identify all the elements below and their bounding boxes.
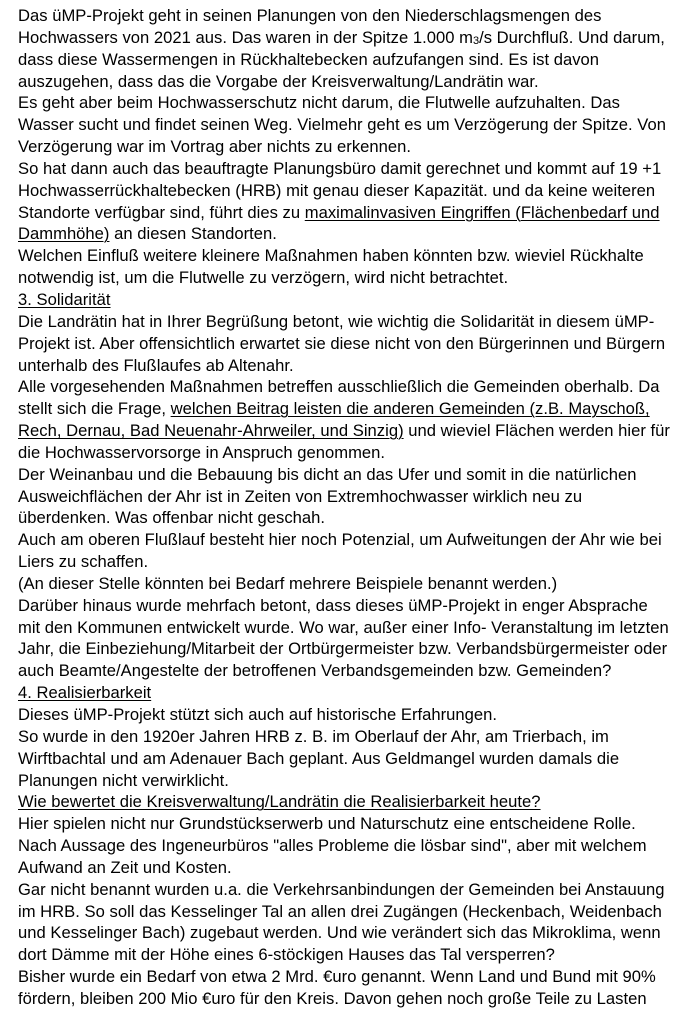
text-line	[18, 114, 690, 136]
text-segment: dass diese Wassermengen in Rückhaltebecken aufzufangen sind. Es ist davon	[18, 49, 600, 69]
text-line	[18, 71, 690, 93]
text-line	[18, 682, 690, 704]
text-segment: Planungen nicht verwirklicht.	[18, 770, 229, 790]
text-segment: (An dieser Stelle könnten bei Bedarf mehrere Beispiele benannt werden.)	[18, 573, 558, 593]
text-segment: Darüber hinaus wurde mehrfach betont, dass dieses üMP-Projekt in enger Absprache	[18, 595, 648, 615]
text-segment: an diesen Standorten.	[109, 224, 277, 244]
underlined-text: Wie bewertet die Kreisverwaltung/Landrätin die Realisierbarkeit heute?	[18, 792, 541, 812]
text-segment: Die Landrätin hat in Ihrer Begrüßung betont, wie wichtig die Solidarität in diesem üMP-	[18, 311, 655, 331]
text-line	[18, 770, 690, 792]
text-segment: auch Beamte/Angestelte der betroffenen Verbandsgemeinden bzw. Gemeinden?	[18, 661, 612, 681]
text-segment: Wirftbachtal und am Adenauer Bach geplant. Aus Geldmangel wurden damals die	[18, 748, 620, 768]
text-segment: und Kesselinger Bach) zugebaut werden. Und wie verändert sich das Mikroklima, wenn	[18, 923, 661, 943]
text-segment: Das üMP-Projekt geht in seinen Planungen von den Niederschlagsmengen des	[18, 6, 602, 25]
text-segment: notwendig ist, um die Flutwelle zu verzögern, wird nicht betrachtet.	[18, 268, 509, 288]
text-line	[18, 442, 690, 464]
superscript-unit: 3	[472, 34, 480, 47]
text-segment: überdenken. Was offenbar nicht geschah.	[18, 508, 326, 528]
text-segment: Standorte verfügbar sind, führt dies zu	[18, 202, 305, 222]
text-segment: Welchen Einfluß weitere kleinere Maßnahmen haben könnten bzw. wieviel Rückhalte	[18, 246, 644, 266]
text-line	[18, 704, 690, 726]
text-line	[18, 835, 690, 857]
text-line	[18, 726, 690, 748]
text-line	[18, 748, 690, 770]
text-line	[18, 988, 690, 1010]
text-line	[18, 27, 690, 49]
text-segment: /s Durchfluß. Und darum,	[479, 27, 665, 47]
text-line	[18, 529, 690, 551]
text-line	[18, 289, 690, 311]
text-line	[18, 486, 690, 508]
text-segment: Jahr, die Einbeziehung/Mitarbeit der Ortbürgermeister bzw. Verbandsbürgermeister oder	[18, 639, 668, 659]
text-segment: unterhalb des Flußlaufes ab Altenahr.	[18, 355, 294, 375]
text-segment: Dieses üMP-Projekt stützt sich auch auf historische Erfahrungen.	[18, 705, 498, 724]
text-segment: So wurde in den 1920er Jahren HRB z. B. im Oberlauf der Ahr, am Trierbach, im	[18, 726, 609, 746]
text-segment: und wieviel Flächen werden hier für	[403, 421, 670, 441]
text-line	[18, 5, 690, 27]
text-line	[18, 791, 690, 813]
text-line	[18, 464, 690, 486]
text-line	[18, 398, 690, 420]
text-segment: Hier spielen nicht nur Grundstückserwerb und Naturschutz eine entscheidene Rolle.	[18, 814, 636, 834]
underlined-text: Rech, Dernau, Bad Neuenahr-Ahrweiler, und Sinzig)	[18, 421, 404, 441]
text-segment: im HRB. So soll das Kesselinger Tal an allen drei Zugängen (Heckenbach, Weidenbach	[18, 901, 662, 921]
text-line	[18, 638, 690, 660]
text-segment: Ausweichflächen der Ahr ist in Zeiten von Extremhochwasser wirklich neu zu	[18, 486, 583, 506]
text-segment: mit den Kommunen entwickelt wurde. Wo war, außer einer Info- Veranstaltung im letzten	[18, 617, 669, 637]
text-line	[18, 136, 690, 158]
text-line	[18, 617, 690, 639]
text-line	[18, 901, 690, 923]
text-line	[18, 857, 690, 879]
text-segment: So hat dann auch das beauftragte Planungsbüro damit gerechnet und kommt auf 19 +1	[18, 158, 662, 178]
underlined-text: maximalinvasiven Eingriffen (Flächenbedarf und	[304, 202, 660, 222]
text-segment: dort Dämme mit der Höhe eines 6-stöckigen Hauses das Tal versperren?	[18, 945, 555, 965]
text-line	[18, 333, 690, 355]
text-line	[18, 92, 690, 114]
text-line	[18, 311, 690, 333]
text-segment: Aufwand an Zeit und Kosten.	[18, 857, 232, 877]
text-line	[18, 922, 690, 944]
text-segment: die Hochwasservorsorge in Anspruch genommen.	[18, 442, 386, 462]
text-line	[18, 595, 690, 617]
text-segment: fördern, bleiben 200 Mio €uro für den Kreis. Davon gehen noch große Teile zu Lasten	[18, 988, 647, 1008]
text-line	[18, 355, 690, 377]
text-line	[18, 49, 690, 71]
text-segment: Wasser sucht und findet seinen Weg. Vielmehr geht es um Verzögerung der Spitze. Von	[18, 115, 666, 135]
text-line	[18, 966, 690, 988]
text-segment: stellt sich die Frage,	[18, 399, 171, 419]
text-line	[18, 267, 690, 289]
text-line	[18, 223, 690, 245]
text-line	[18, 551, 690, 573]
document-body	[18, 5, 690, 1010]
text-line	[18, 202, 690, 224]
text-segment: Verzögerung war im Vortrag aber nichts zu erkennen.	[18, 137, 412, 157]
text-line	[18, 158, 690, 180]
text-line	[18, 660, 690, 682]
text-line	[18, 573, 690, 595]
text-segment: Bisher wurde ein Bedarf von etwa 2 Mrd. €uro genannt. Wenn Land und Bund mit 90%	[18, 967, 656, 987]
text-line	[18, 879, 690, 901]
text-segment: Hochwassers von 2021 aus. Das waren in der Spitze 1.000 m	[18, 27, 473, 47]
underlined-text: 3. Solidarität	[18, 289, 111, 309]
text-line	[18, 507, 690, 529]
text-segment: Hochwasserrückhaltebecken (HRB) mit genau dieser Kapazität. und da keine weiteren	[18, 180, 656, 200]
text-segment: Alle vorgesehenden Maßnahmen betreffen ausschließlich die Gemeinden oberhalb. Da	[18, 377, 660, 397]
underlined-text: 4. Realisierbarkeit	[18, 683, 152, 703]
underlined-text: welchen Beitrag leisten die anderen Gemeinden (z.B. Mayschoß,	[170, 399, 650, 419]
text-segment: Gar nicht benannt wurden u.a. die Verkehrsanbindungen der Gemeinden bei Anstauung	[18, 879, 665, 899]
text-segment: Auch am oberen Flußlauf besteht hier noch Potenzial, um Aufweitungen der Ahr wie bei	[18, 530, 662, 550]
text-segment: Nach Aussage des Ingeneurbüros "alles Probleme die lösbar sind", aber mit welchem	[18, 836, 647, 856]
text-line	[18, 813, 690, 835]
text-segment: auszugehen, dass das die Vorgabe der Kreisverwaltung/Landrätin war.	[18, 71, 539, 91]
text-segment: Liers zu schaffen.	[18, 552, 149, 572]
text-line	[18, 944, 690, 966]
text-line	[18, 376, 690, 398]
underlined-text: Dammhöhe)	[18, 224, 110, 244]
text-segment: Es geht aber beim Hochwasserschutz nicht darum, die Flutwelle aufzuhalten. Das	[18, 93, 620, 113]
text-segment: Der Weinanbau und die Bebauung bis dicht an das Ufer und somit in die natürlichen	[18, 464, 637, 484]
text-line	[18, 420, 690, 442]
text-segment: Projekt ist. Aber offensichtlich erwartet sie diese nicht von den Bürgerinnen und Bürgern	[18, 333, 666, 353]
text-line	[18, 180, 690, 202]
text-line	[18, 245, 690, 267]
